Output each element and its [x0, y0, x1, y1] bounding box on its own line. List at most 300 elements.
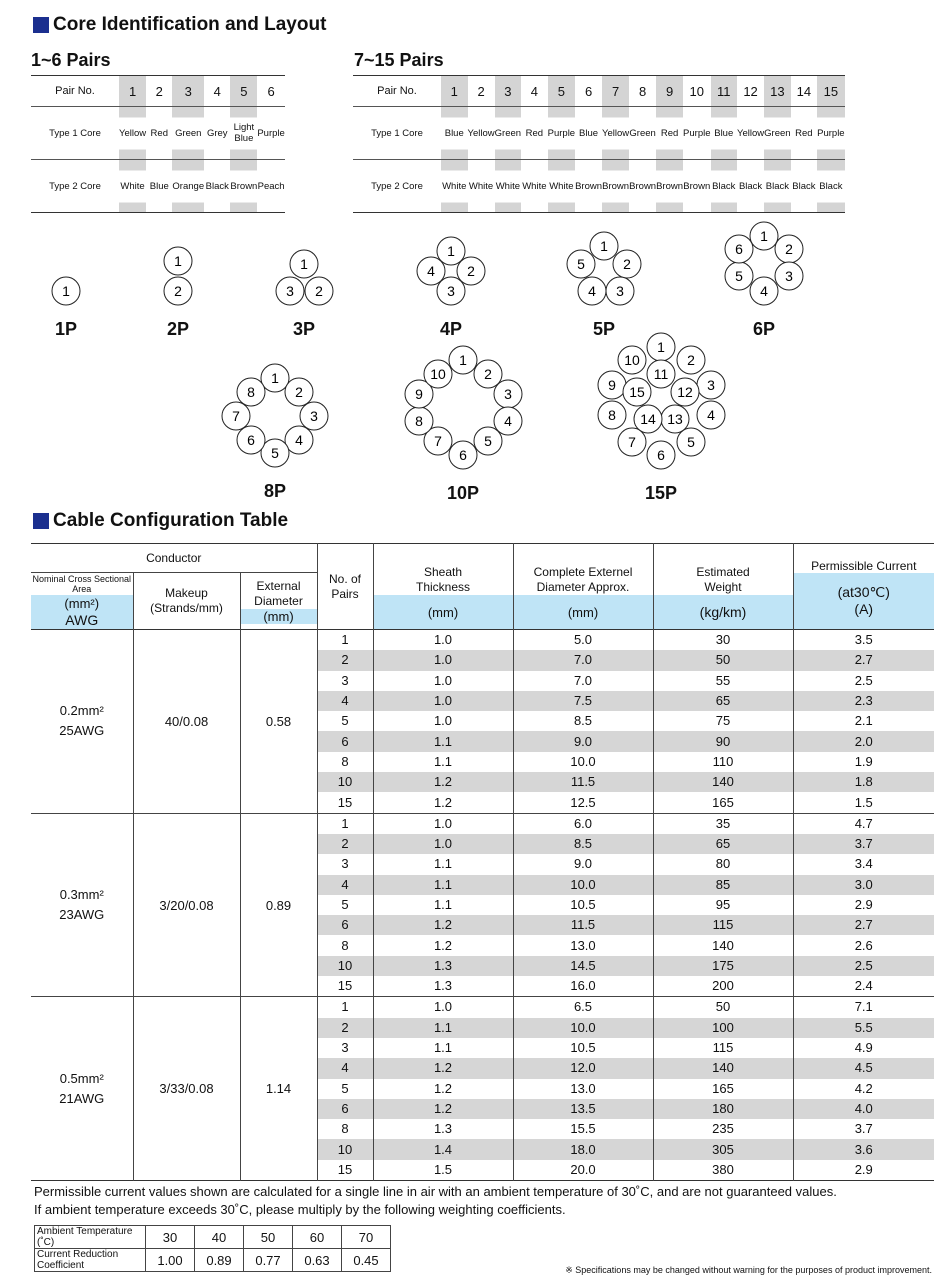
layout-label-5P: 5P — [592, 319, 616, 339]
pair-no-label: Pair No. — [31, 76, 119, 107]
type1-core-color: Red — [521, 107, 548, 160]
sheath-value: 1.1 — [373, 1038, 513, 1058]
pairs-value: 5 — [317, 1079, 373, 1099]
core-15P-1 — [647, 333, 675, 361]
pairs-value: 15 — [317, 1160, 373, 1181]
core-2P-2 — [164, 277, 192, 305]
core-number: 4 — [707, 407, 715, 423]
type1-core-color: Light Blue — [230, 107, 257, 160]
weight-value: 110 — [653, 752, 793, 772]
ext-cell: 1.14 — [240, 997, 317, 1181]
ambient-temp-value: 50 — [244, 1226, 293, 1249]
core-15P-11 — [647, 360, 675, 388]
core-8P-2 — [285, 378, 313, 406]
core-number: 1 — [271, 370, 279, 386]
core-number: 3 — [707, 377, 715, 393]
weight-value: 115 — [653, 1038, 793, 1058]
complete-diameter-value: 6.0 — [513, 813, 653, 834]
current-value: 1.5 — [854, 794, 873, 810]
current-value: 3.0 — [793, 875, 934, 895]
reduction-coef-value: 1.00 — [146, 1249, 195, 1272]
core-number: 11 — [653, 366, 669, 382]
awg-value: 21AWG — [59, 1090, 105, 1106]
table-row — [31, 813, 934, 834]
weight-value: 85 — [653, 875, 793, 895]
layout-label-4P: 4P — [439, 319, 463, 339]
core-number: 1 — [174, 253, 182, 269]
layout-label-15P: 15P — [644, 483, 678, 503]
current-value: 7.1 — [793, 997, 934, 1018]
weight-value: 140 — [653, 1058, 793, 1078]
sheath-value: 1.5 — [373, 1160, 513, 1181]
complete-diameter-value: 9.0 — [513, 854, 653, 874]
cross-section-cell — [31, 997, 133, 1181]
core-section-title-text: Core Identification and Layout — [53, 14, 327, 35]
core-number: 14 — [640, 411, 656, 427]
complete-diameter-value: 7.0 — [513, 671, 653, 691]
makeup-cell: 3/33/0.08 — [133, 997, 240, 1181]
core-number: 2 — [295, 384, 303, 400]
pairs-value: 3 — [317, 1038, 373, 1058]
pair-number: 4 — [521, 76, 548, 107]
type1-core-color: Grey — [204, 107, 230, 160]
type2-core-color: Brown — [683, 160, 710, 213]
sheath-value: 1.3 — [373, 1119, 513, 1139]
type2-core-color: White — [468, 160, 495, 213]
pair-number: 10 — [683, 76, 710, 107]
core-number: 4 — [760, 283, 768, 299]
sheath-value: 1.0 — [373, 691, 513, 711]
type2-core-color: White — [119, 160, 146, 213]
pairs-value: 10 — [317, 772, 373, 792]
reduction-coef-value: 0.45 — [342, 1249, 391, 1272]
core-8P-4 — [285, 426, 313, 454]
core-3P-2 — [305, 277, 333, 305]
type1-core-color: Purple — [683, 107, 710, 160]
pair-number: 5 — [230, 76, 257, 107]
makeup-cell: 3/20/0.08 — [133, 813, 240, 997]
core-number: 4 — [588, 283, 596, 299]
reduction-coef-value: 0.77 — [244, 1249, 293, 1272]
sheath-value: 1.2 — [373, 915, 513, 935]
sheath-value: 1.0 — [373, 671, 513, 691]
cable-configuration-table — [31, 543, 934, 1181]
complete-diameter-value: 13.0 — [513, 1079, 653, 1099]
core-15P-9 — [598, 371, 626, 399]
type2-core-color: Black — [737, 160, 764, 213]
type2-core-color: Brown — [575, 160, 602, 213]
type1-core-color: Purple — [817, 107, 844, 160]
complete-diameter-value: 10.0 — [513, 752, 653, 772]
pairs-value: 4 — [317, 691, 373, 711]
type1-core-color: Red — [146, 107, 172, 160]
core-number: 4 — [427, 263, 435, 279]
weight-value: 175 — [653, 956, 793, 976]
ext-cell: 0.89 — [240, 813, 317, 997]
type2-core-color: White — [495, 160, 522, 213]
core-number: 5 — [735, 268, 743, 284]
table-row — [31, 997, 934, 1018]
complete-diameter-value: 8.5 — [513, 834, 653, 854]
type1-core-color: Green — [764, 107, 791, 160]
core-number: 8 — [247, 384, 255, 400]
current-unit-cell — [793, 573, 934, 630]
current-value: 4.2 — [854, 1080, 873, 1096]
sheath-value: 1.0 — [373, 650, 513, 670]
reduction-coef-value: 0.89 — [195, 1249, 244, 1272]
core-layout-diagrams — [0, 0, 950, 510]
core-6P-2 — [775, 235, 803, 263]
weight-value: 65 — [653, 691, 793, 711]
ext-cell: 0.58 — [240, 630, 317, 814]
core-10P-5 — [474, 427, 502, 455]
current-value: 3.5 — [854, 632, 873, 648]
sheath-value: 1.3 — [373, 956, 513, 976]
pairs-value: 15 — [317, 792, 373, 813]
pairs-value: 2 — [317, 834, 373, 854]
sheath-unit: (mm) — [373, 595, 513, 630]
core-15P-5 — [677, 428, 705, 456]
weight-value: 50 — [653, 997, 793, 1018]
core-number: 6 — [247, 432, 255, 448]
pairs-value: 4 — [317, 1058, 373, 1078]
pairs-value: 6 — [317, 731, 373, 751]
core-number: 6 — [459, 447, 467, 463]
core-15P-4 — [697, 401, 725, 429]
current-value: 2.3 — [793, 691, 934, 711]
core-8P-1 — [261, 364, 289, 392]
conductor-header: Conductor — [31, 544, 317, 573]
pairs-value: 2 — [317, 650, 373, 670]
core-1P-1 — [52, 277, 80, 305]
core-number: 8 — [415, 413, 423, 429]
core-6P-1 — [750, 222, 778, 250]
pair-number: 3 — [495, 76, 522, 107]
complete-diameter-value: 16.0 — [513, 976, 653, 997]
pairs-value: 6 — [317, 915, 373, 935]
pairs-value: 10 — [317, 956, 373, 976]
core-number: 13 — [667, 411, 683, 427]
core-number: 7 — [628, 434, 636, 450]
weight-value: 75 — [653, 711, 793, 731]
current-unit-2: (A) — [854, 600, 874, 617]
core-number: 2 — [484, 366, 492, 382]
area-value: 0.2mm² — [59, 703, 104, 719]
core-number: 1 — [459, 352, 467, 368]
pairs-value: 8 — [317, 1119, 373, 1139]
complete-diameter-value: 10.5 — [513, 1038, 653, 1058]
core-5P-2 — [613, 250, 641, 278]
complete-diameter-value: 20.0 — [513, 1160, 653, 1181]
core-number: 3 — [504, 386, 512, 402]
makeup-header — [133, 573, 240, 630]
core-number: 5 — [484, 433, 492, 449]
core-number: 2 — [687, 352, 695, 368]
pairs-value: 6 — [317, 1099, 373, 1119]
type1-core-color: Red — [656, 107, 683, 160]
type2-core-color: Black — [764, 160, 791, 213]
complete-diameter-value: 5.0 — [513, 630, 653, 651]
sheath-value: 1.3 — [373, 976, 513, 997]
type1-core-color: Yellow — [468, 107, 495, 160]
weight-value: 80 — [653, 854, 793, 874]
weight-value: 65 — [653, 834, 793, 854]
pairs-value: 2 — [317, 1018, 373, 1038]
core-number: 3 — [785, 268, 793, 284]
pair-number: 1 — [119, 76, 146, 107]
ambient-temp-value: 70 — [342, 1226, 391, 1249]
weight-value: 200 — [653, 976, 793, 997]
area-header: Nominal Cross Sectional Area — [32, 574, 132, 594]
type1-label: Type 1 Core — [353, 107, 441, 160]
external-diameter-unit: (mm) — [241, 609, 317, 624]
weight-value: 165 — [653, 1079, 793, 1099]
sheath-header: Sheath Thickness — [373, 544, 513, 596]
complete-unit: (mm) — [513, 595, 653, 630]
layout-label-6P: 6P — [752, 319, 776, 339]
core-8P-3 — [300, 402, 328, 430]
weight-unit: (kg/km) — [653, 595, 793, 630]
layout-label-1P: 1P — [54, 319, 78, 339]
sheath-value: 1.0 — [373, 813, 513, 834]
core-3P-3 — [276, 277, 304, 305]
sheath-value: 1.2 — [373, 935, 513, 955]
sheath-value: 1.0 — [373, 630, 513, 651]
type1-core-color: Blue — [441, 107, 468, 160]
type1-label: Type 1 Core — [31, 107, 119, 160]
type2-core-color: Black — [791, 160, 818, 213]
core-6P-3 — [775, 262, 803, 290]
sheath-value: 1.1 — [373, 752, 513, 772]
weight-value: 55 — [653, 671, 793, 691]
type1-core-color: Blue — [711, 107, 738, 160]
core-number: 3 — [310, 408, 318, 424]
core-number: 1 — [62, 283, 70, 299]
core-number: 1 — [600, 238, 608, 254]
current-value: 5.5 — [793, 1018, 934, 1038]
pair-number: 11 — [711, 76, 738, 107]
sheath-value: 1.2 — [373, 1058, 513, 1078]
layout-label-8P: 8P — [263, 481, 287, 501]
core-number: 4 — [504, 413, 512, 429]
sheath-value: 1.2 — [373, 1079, 513, 1099]
core-number: 6 — [735, 241, 743, 257]
type1-core-color: Green — [495, 107, 522, 160]
type2-core-color: Black — [204, 160, 230, 213]
complete-diameter-value: 7.5 — [513, 691, 653, 711]
core-number: 15 — [629, 384, 645, 400]
sheath-value: 1.2 — [373, 792, 513, 813]
type2-core-color: Brown — [230, 160, 257, 213]
sheath-value: 1.0 — [373, 834, 513, 854]
core-10P-6 — [449, 441, 477, 469]
core-number: 2 — [785, 241, 793, 257]
type2-core-color: Orange — [172, 160, 204, 213]
pairs-value: 1 — [317, 630, 373, 651]
core-6P-4 — [750, 277, 778, 305]
pair-number: 6 — [257, 76, 284, 107]
area-value: 0.3mm² — [59, 887, 104, 902]
area-unit: (mm²) — [64, 596, 100, 611]
complete-diameter-value: 7.0 — [513, 650, 653, 670]
core-number: 8 — [608, 407, 616, 423]
core-15P-13 — [661, 405, 689, 433]
core-number: 2 — [467, 263, 475, 279]
reduction-coef-label: Current Reduction Coefficient — [35, 1249, 146, 1272]
pairs-value: 3 — [317, 854, 373, 874]
core-4P-4 — [417, 257, 445, 285]
complete-diameter-value: 13.0 — [513, 935, 653, 955]
type1-core-color: Yellow — [602, 107, 629, 160]
core-8P-6 — [237, 426, 265, 454]
complete-diameter-value: 9.0 — [513, 731, 653, 751]
core-number: 3 — [286, 283, 294, 299]
core-5P-4 — [578, 277, 606, 305]
sheath-value: 1.0 — [373, 997, 513, 1018]
type1-core-color: Purple — [257, 107, 284, 160]
pair-number: 3 — [172, 76, 204, 107]
table-row — [31, 630, 934, 651]
pair-number: 9 — [656, 76, 683, 107]
complete-diameter-value: 12.0 — [513, 1058, 653, 1078]
current-value: 2.0 — [793, 731, 934, 751]
complete-diameter-value: 15.5 — [513, 1119, 653, 1139]
core-number: 5 — [687, 434, 695, 450]
sheath-value: 1.1 — [373, 875, 513, 895]
core-15P-12 — [671, 378, 699, 406]
pair-number: 8 — [629, 76, 656, 107]
pair-number: 6 — [575, 76, 602, 107]
core-10P-3 — [494, 380, 522, 408]
sheath-value: 1.0 — [373, 711, 513, 731]
current-value: 3.6 — [793, 1139, 934, 1159]
pair-number: 2 — [146, 76, 172, 107]
weight-value: 90 — [653, 731, 793, 751]
core-number: 1 — [447, 243, 455, 259]
core-6P-6 — [725, 235, 753, 263]
sheath-value: 1.1 — [373, 731, 513, 751]
core-5P-5 — [567, 250, 595, 278]
core-number: 9 — [415, 386, 423, 402]
core-number: 1 — [300, 256, 308, 272]
core-number: 4 — [295, 432, 303, 448]
sheath-value: 1.1 — [373, 1018, 513, 1038]
current-value: 2.4 — [854, 978, 873, 994]
layout-label-2P: 2P — [166, 319, 190, 339]
type2-core-color: Brown — [656, 160, 683, 213]
current-value: 4.5 — [793, 1058, 934, 1078]
current-value: 2.5 — [854, 672, 873, 688]
weight-value: 115 — [653, 915, 793, 935]
makeup-cell: 40/0.08 — [133, 630, 240, 814]
config-section-title — [33, 510, 288, 532]
current-value: 4.7 — [793, 813, 934, 834]
pair-number: 14 — [791, 76, 818, 107]
layout-label-10P: 10P — [446, 483, 480, 503]
weight-value: 100 — [653, 1018, 793, 1038]
ambient-temp-value: 40 — [195, 1226, 244, 1249]
weight-value: 140 — [653, 935, 793, 955]
current-value: 2.7 — [793, 915, 934, 935]
current-value: 1.9 — [854, 753, 873, 769]
current-unit: (at30℃) — [837, 583, 890, 600]
weight-value: 380 — [653, 1160, 793, 1181]
weight-value: 35 — [653, 813, 793, 834]
core-number: 5 — [577, 256, 585, 272]
pairs-value: 3 — [317, 671, 373, 691]
type2-core-color: Brown — [602, 160, 629, 213]
complete-diameter-value: 11.5 — [513, 915, 653, 935]
weight-value: 180 — [653, 1099, 793, 1119]
config-section-title-text: Cable Configuration Table — [53, 510, 289, 531]
pair-number: 13 — [764, 76, 791, 107]
core-number: 12 — [677, 384, 693, 400]
core-15P-14 — [634, 405, 662, 433]
sheath-value: 1.1 — [373, 854, 513, 874]
weight-value: 235 — [653, 1119, 793, 1139]
current-value: 2.9 — [854, 897, 873, 912]
complete-diameter-value: 10.0 — [513, 1018, 653, 1038]
makeup-unit: (Strands/mm) — [150, 601, 223, 615]
small-pairs-title: 1~6 Pairs — [31, 50, 111, 70]
core-15P-6 — [647, 441, 675, 469]
complete-diameter-value: 13.5 — [513, 1099, 653, 1119]
current-value: 4.0 — [793, 1099, 934, 1119]
type2-core-color: White — [521, 160, 548, 213]
type1-core-color: Yellow — [737, 107, 764, 160]
pair-number: 12 — [737, 76, 764, 107]
current-value: 2.1 — [854, 713, 873, 729]
pairs-value: 8 — [317, 752, 373, 772]
weight-value: 165 — [653, 792, 793, 813]
weight-value: 50 — [653, 650, 793, 670]
awg-value: 25AWG — [59, 723, 105, 739]
core-15P-2 — [677, 346, 705, 374]
core-number: 3 — [447, 283, 455, 299]
type2-label: Type 2 Core — [353, 160, 441, 213]
pair-number: 5 — [548, 76, 575, 107]
type2-core-color: White — [548, 160, 575, 213]
weight-value: 95 — [653, 895, 793, 915]
type1-core-color: Purple — [548, 107, 575, 160]
complete-diameter-value: 12.5 — [513, 792, 653, 813]
current-value: 4.9 — [854, 1040, 873, 1056]
core-number: 2 — [315, 283, 323, 299]
complete-diameter-value: 11.5 — [513, 772, 653, 792]
current-value: 3.4 — [854, 856, 873, 872]
core-number: 2 — [174, 283, 182, 299]
sheath-value: 1.2 — [373, 772, 513, 792]
core-10P-1 — [449, 346, 477, 374]
ambient-temp-value: 30 — [146, 1226, 195, 1249]
core-15P-15 — [623, 378, 651, 406]
pair-number: 4 — [204, 76, 230, 107]
core-number: 3 — [616, 283, 624, 299]
current-value: 1.8 — [793, 772, 934, 792]
complete-diameter-value: 10.5 — [513, 895, 653, 915]
core-5P-3 — [606, 277, 634, 305]
cross-section-cell — [31, 813, 133, 997]
core-number: 7 — [232, 408, 240, 424]
core-number: 1 — [760, 228, 768, 244]
core-number: 2 — [623, 256, 631, 272]
core-15P-7 — [618, 428, 646, 456]
current-value: 2.9 — [854, 1161, 873, 1177]
section-marker-icon — [33, 513, 49, 529]
current-value: 2.6 — [854, 937, 873, 953]
ambient-temp-value: 60 — [293, 1226, 342, 1249]
current-value: 2.7 — [793, 650, 934, 670]
